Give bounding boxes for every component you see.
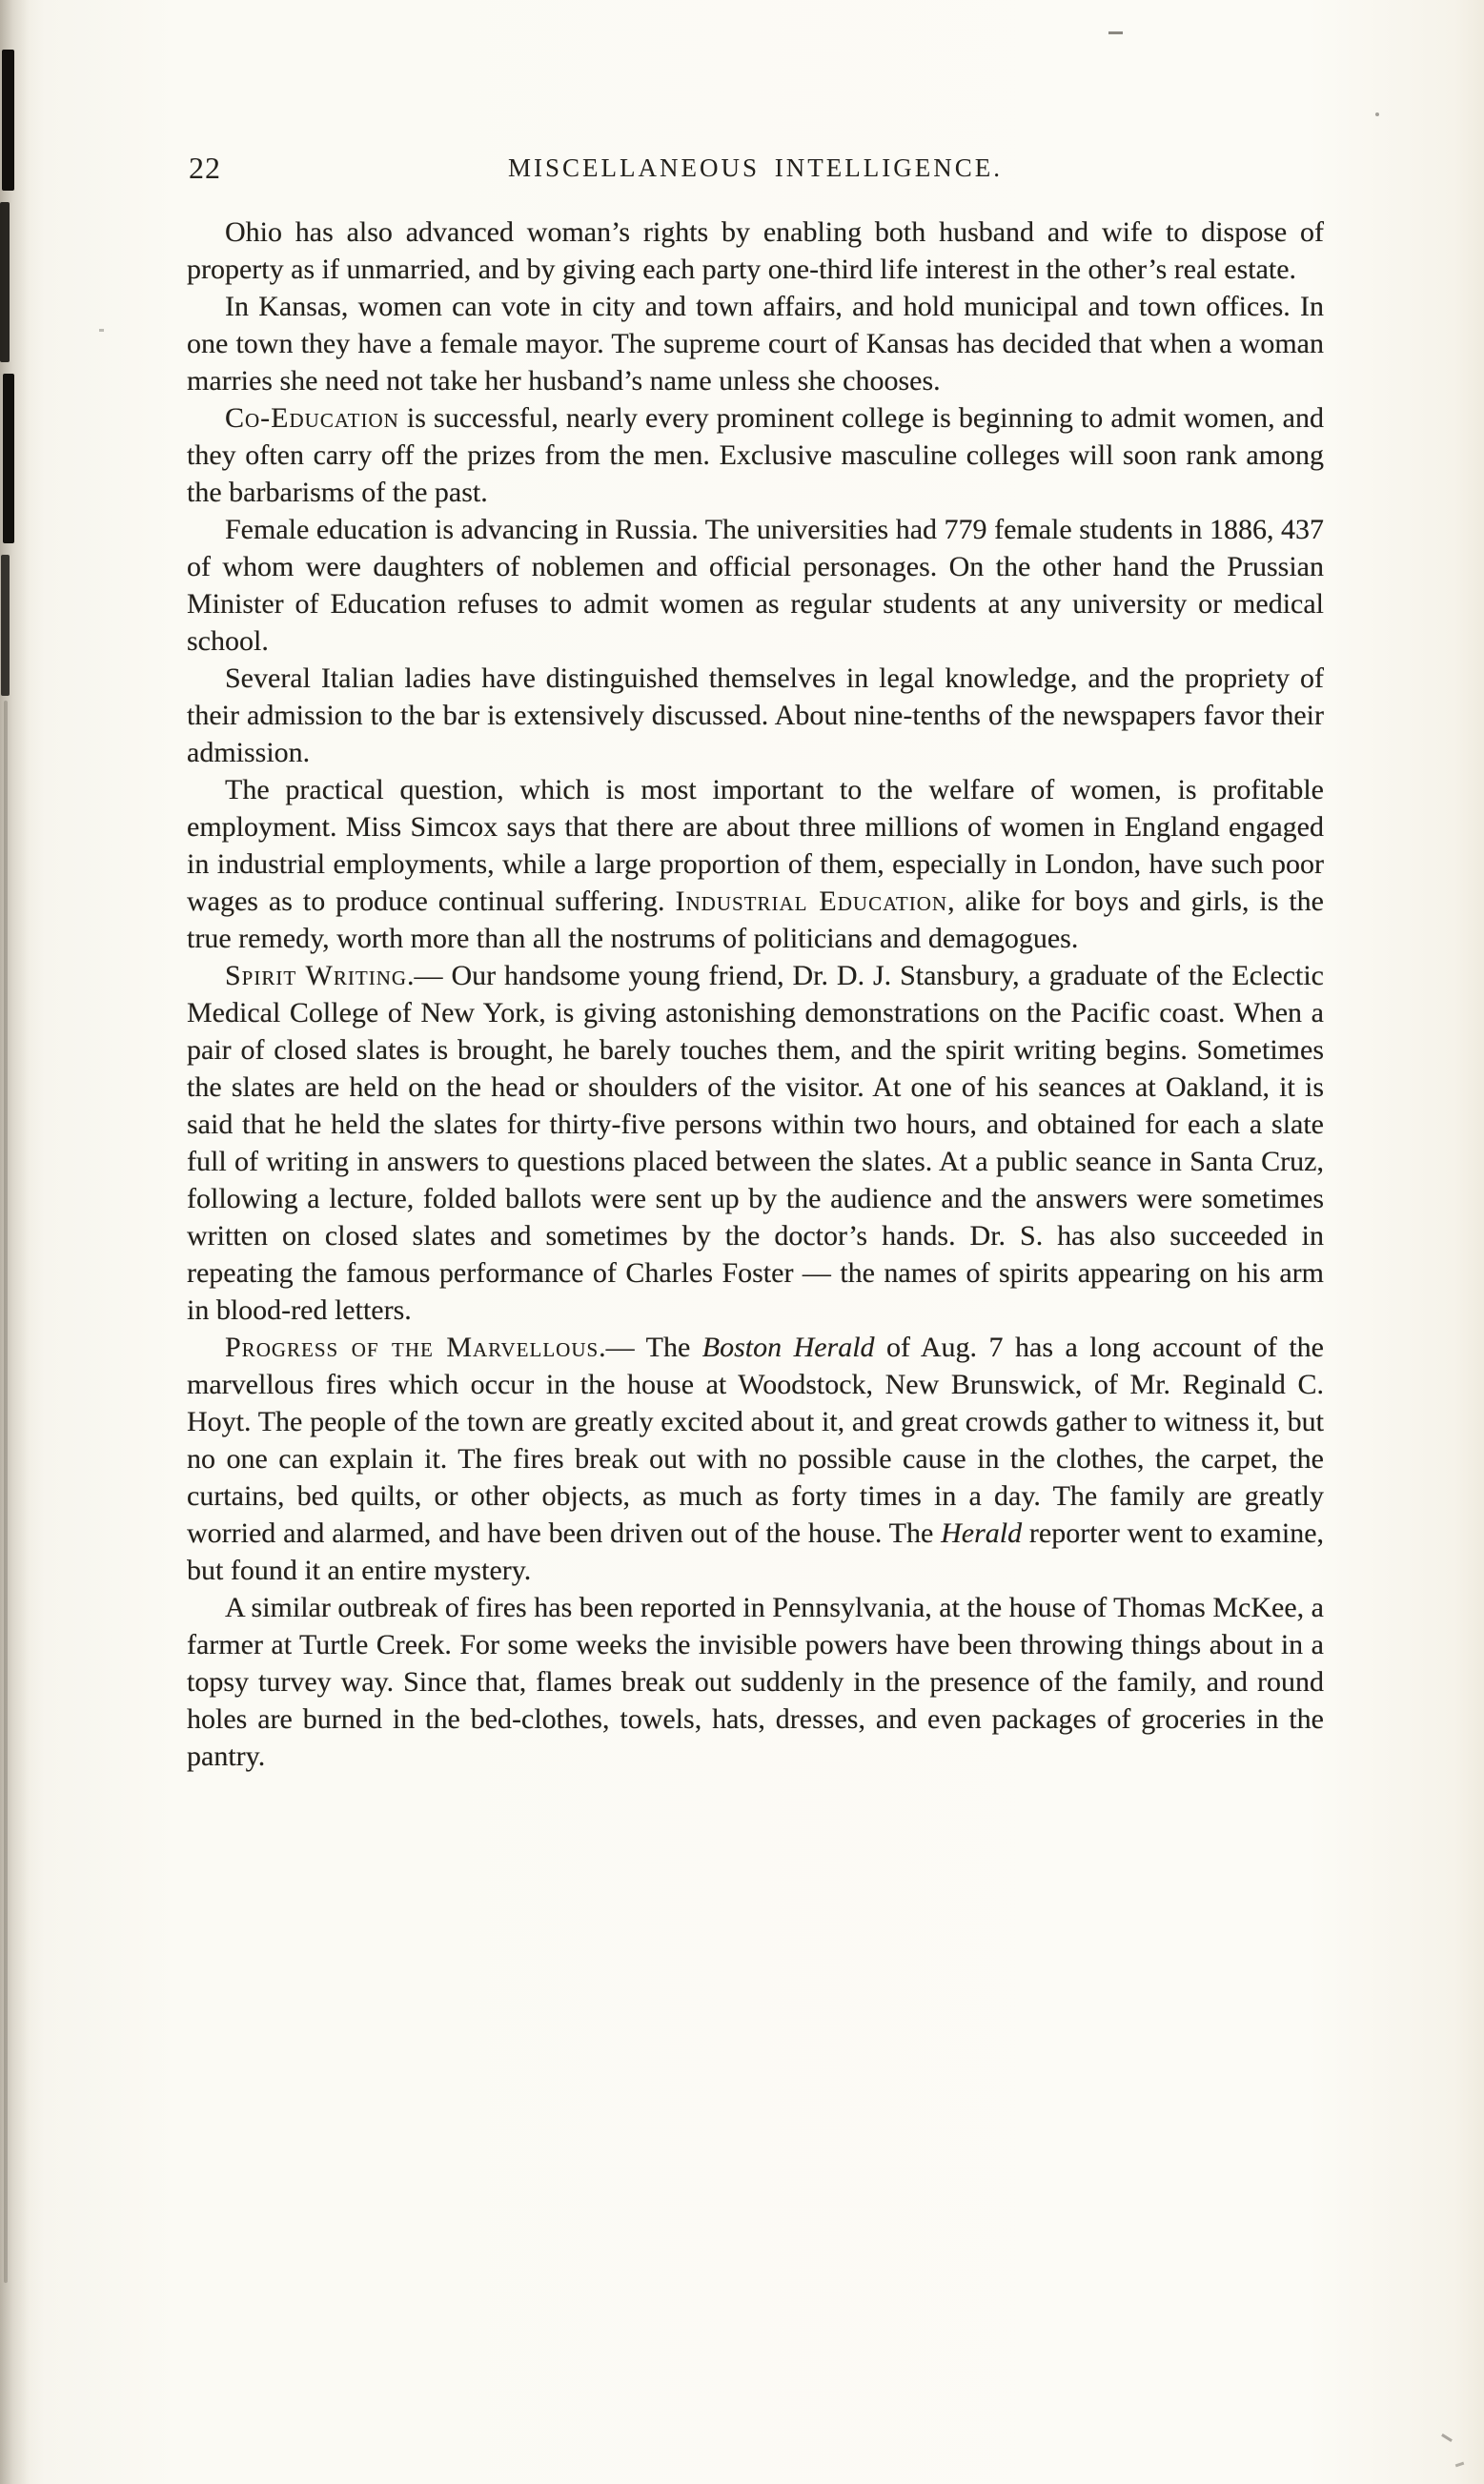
paragraph: [187, 1589, 1324, 1775]
body-text: [187, 214, 1324, 1775]
text-segment: Female education is advancing in Russia. The universities had 779 female students in 1886, 437 of whom were daughters of noblemen and official personages. On the other hand the Prussian Minister of Education refuses to admit women as regular students at any university or medical school.: [187, 514, 1324, 657]
paragraph: [187, 771, 1324, 957]
italic-title: Herald: [941, 1517, 1023, 1549]
paragraph: [187, 399, 1324, 511]
smallcaps-lead-in: Progress of the Marvellous: [225, 1332, 600, 1363]
paragraph: [187, 214, 1324, 288]
paragraph: [187, 1329, 1324, 1589]
paragraph: [187, 288, 1324, 399]
text-segment: reporter went to examine, but found it an entire mystery.: [187, 1517, 1325, 1586]
text-segment: , alike for boys and girls, is the true remedy, worth more than all the nostrums of politicians and demagogues.: [187, 886, 1324, 954]
italic-title: Boston Herald: [701, 1332, 875, 1363]
text-segment: Several Italian ladies have distinguished themselves in legal knowledge, and the propriety of their admission to the bar is extensively discussed. About nine-tenths of the newspapers favor their admission.: [187, 662, 1324, 768]
text-segment: .— Our handsome young friend, Dr. D. J. Stansbury, a graduate of the Eclectic Medical College of New York, is giving astonishing demonstrations on the Pacific coast. When a pair of closed slates is brought, he barely touches them, and the spirit writing begins. Sometimes the slates are held on the head or shoulders of the visitor. At one of his seances at Oakland, it is said that he held the slates for thirty-five persons within two hours, and obtained for each a slate full of writing in answers to questions placed between the slates. At a public seance in Santa Cruz, following a lecture, folded ballots were sent up by the audience and the answers were sometimes written on closed slates and sometimes by the doctor’s hands. Dr. S. has also succeeded in repeating the famous performance of Charles Foster — the names of spirits appearing on his arm in blood-red letters.: [187, 960, 1324, 1326]
paragraph: [187, 511, 1324, 660]
text-segment: of Aug. 7 has a long account of the marvellous fires which occur in the house at Woodstock, New Brunswick, of Mr. Reginald C. Hoyt. The people of the town are greatly excited about it, and great crowds gather to witness it, but no one can explain it. The fires break out with no possible cause in the clothes, the carpet, the curtains, bed quilts, or other objects, as much as forty times in a day. The family are greatly worried and alarmed, and have been driven out of the house. The: [187, 1332, 1324, 1549]
text-segment: The practical question, which is most important to the welfare of women, is profitable employment. Miss Simcox says that there are about three millions of women in England engaged in industrial employments, while a large proportion of them, especially in London, have such poor wages as to produce continual suffering.: [187, 774, 1324, 917]
smallcaps-lead-in: Spirit Writing: [225, 960, 408, 991]
text-segment: .— The: [599, 1332, 702, 1363]
text-segment: Ohio has also advanced woman’s rights by enabling both husband and wife to dispose of property as if unmarried, and by giving each party one-third life interest in the other’s real estate.: [187, 216, 1324, 285]
text-segment: is successful, nearly every prominent college is beginning to admit women, and they often carry off the prizes from the men. Exclusive masculine colleges will soon rank among the barbarisms of the past.: [187, 402, 1324, 508]
text-segment: A similar outbreak of fires has been reported in Pennsylvania, at the house of Thomas McKee, a farmer at Turtle Creek. For some weeks the invisible powers have been throwing things about in a topsy turvey way. Since that, flames break out suddenly in the presence of the family, and round holes are burned in the bed-clothes, towels, hats, dresses, and even packages of groceries in the pantry.: [187, 1592, 1324, 1772]
paragraph: [187, 957, 1324, 1329]
page-number: 22: [189, 151, 221, 185]
running-head: MISCELLANEOUS INTELLIGENCE.: [508, 153, 1003, 182]
text-segment: In Kansas, women can vote in city and town affairs, and hold municipal and town offices. In one town they have a female mayor. The supreme court of Kansas has decided that when a woman marries she need not take her husband’s name unless she chooses.: [187, 291, 1324, 397]
page-header: [187, 151, 1324, 189]
smallcaps-lead-in: Industrial Education: [675, 886, 948, 917]
paragraph: [187, 660, 1324, 771]
smallcaps-lead-in: Co-Education: [225, 402, 399, 434]
